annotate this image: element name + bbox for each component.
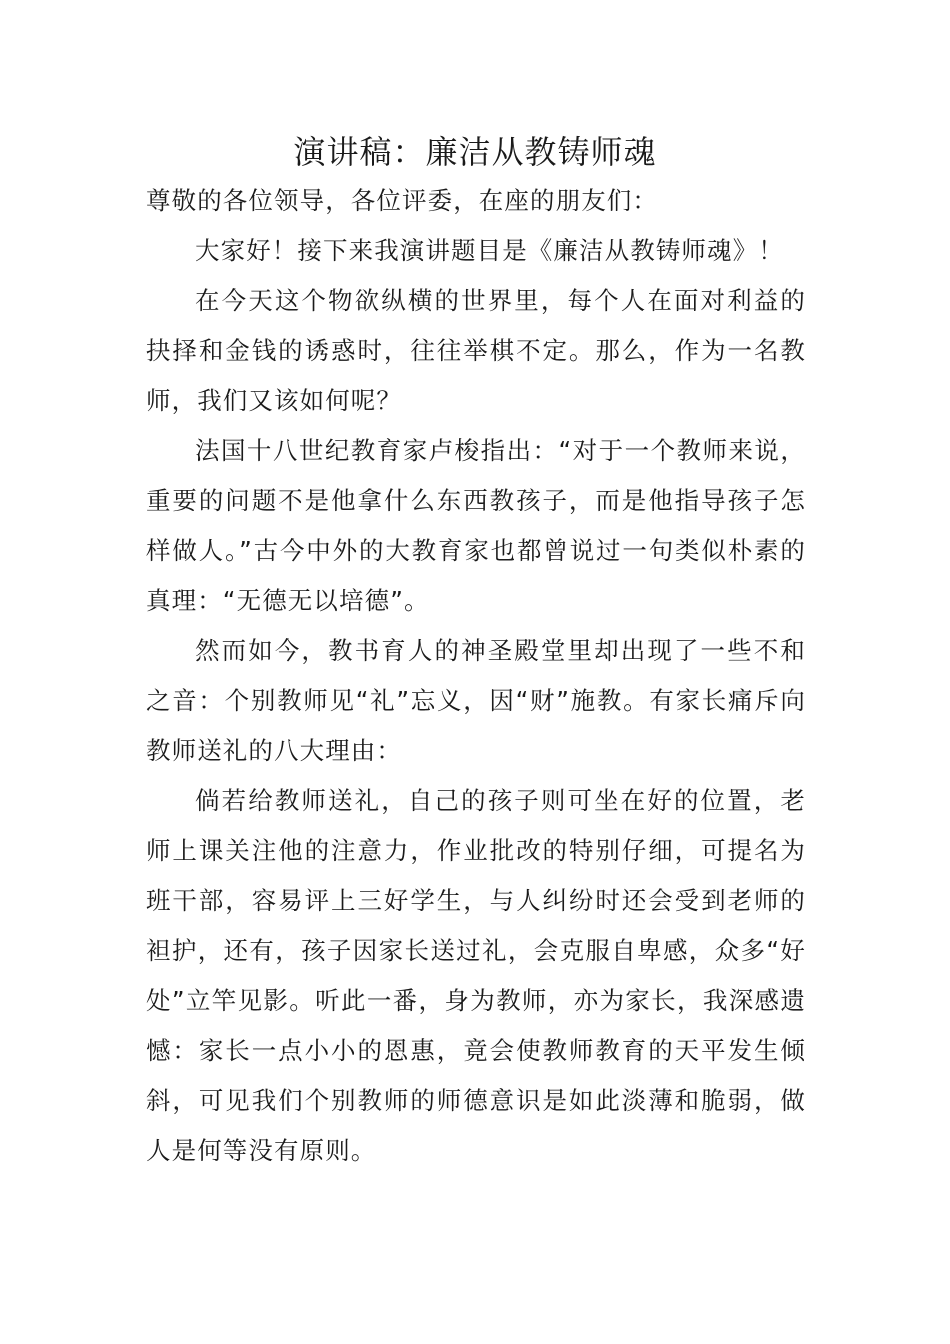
salutation: 尊敬的各位领导，各位评委，在座的朋友们： (146, 186, 658, 215)
paragraph-discord: 然而如今，教书育人的神圣殿堂里却出现了一些不和之音：个别教师见“礼”忘义，因“财”施教。有家长痛斥向教师送礼的八大理由： (146, 636, 806, 765)
paragraph-greeting: 大家好！接下来我演讲题目是《廉洁从教铸师魂》！ (195, 236, 784, 265)
paragraph-intro: 在今天这个物欲纵横的世界里，每个人在面对利益的抉择和金钱的诱惑时，往往举棋不定。那么，作为一名教师，我们又该如何呢？ (146, 286, 806, 415)
paragraph-rousseau-quote: 法国十八世纪教育家卢梭指出：“对于一个教师来说，重要的问题不是他拿什么东西教孩子，而是他指导孩子怎样做人。”古今中外的大教育家也都曾说过一句类似朴素的真理：“无德无以培德”。 (146, 436, 806, 615)
page-title: 演讲稿：廉洁从教铸师魂 (293, 133, 657, 171)
paragraph-reasons: 倘若给教师送礼，自己的孩子则可坐在好的位置，老师上课关注他的注意力，作业批改的特别仔细，可提名为班干部，容易评上三好学生，与人纠纷时还会受到老师的袒护，还有，孩子因家长送过礼，会克服自卑感，众多“好处”立竿见影。听此一番，身为教师，亦为家长，我深感遗憾：家长一点小小的恩惠，竟会使教师教育的天平发生倾斜，可见我们个别教师的师德意识是如此淡薄和脆弱，做人是何等没有原则。 (146, 786, 806, 1165)
document-body (146, 176, 806, 1176)
